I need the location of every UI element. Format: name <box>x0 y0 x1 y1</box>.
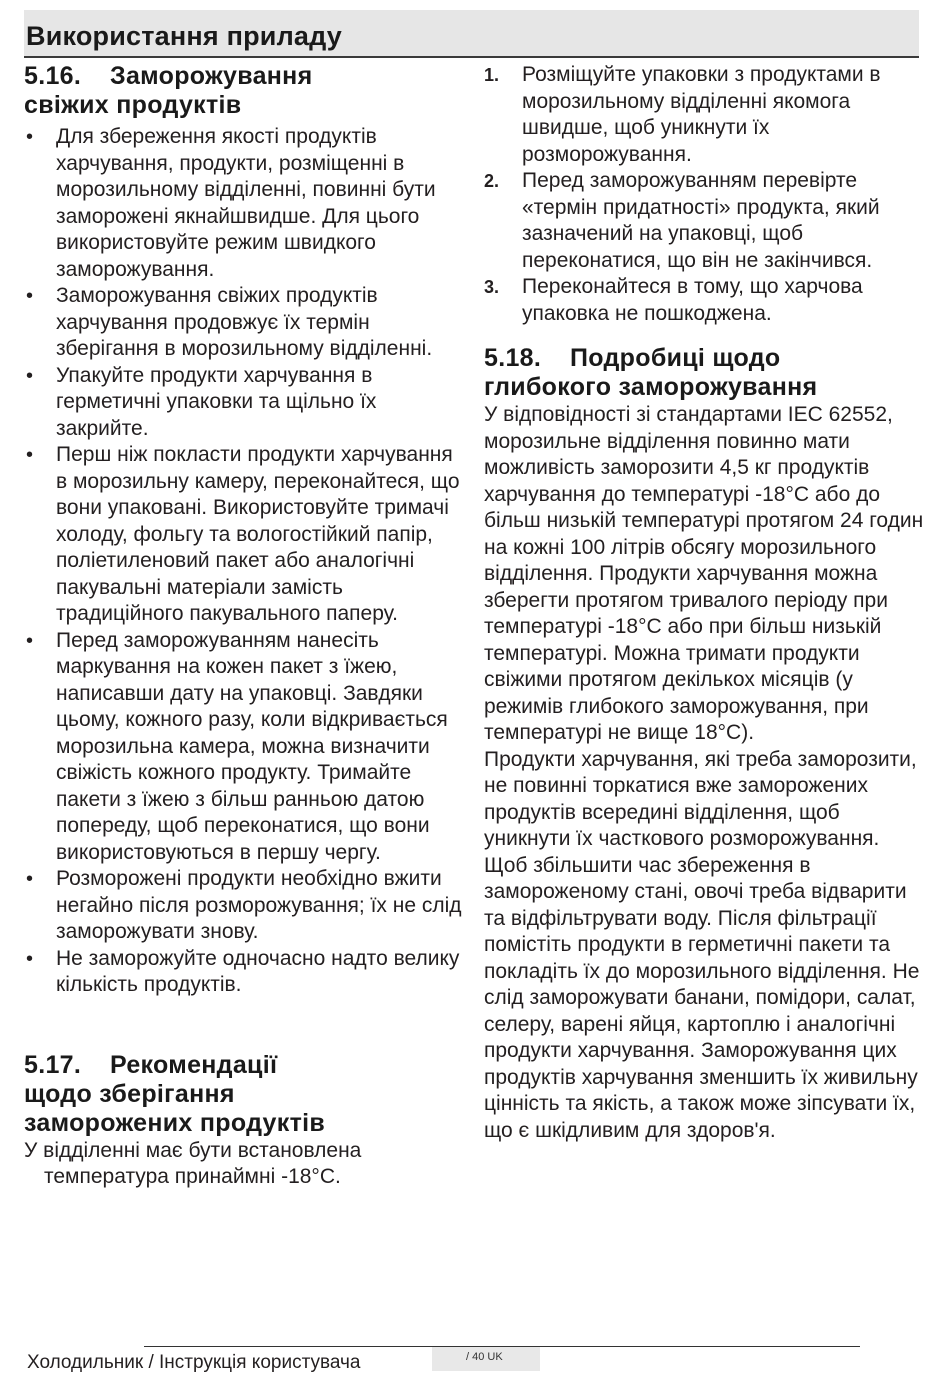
item-text: Переконайтеся в тому, що харчова упаковка не пошкоджена. <box>522 275 863 325</box>
bullet-item: • Перш ніж покласти продукти харчування в морозильну камеру, переконайтеся, що вони упаковані. Використовуйте тримачі холоду, фольгу та вологостійкий папір, поліетиленовий пакет або аналогічні пакувальні матеріали замість традиційного пакувального паперу. <box>24 442 464 628</box>
item-text: Перед заморожуванням перевірте «термін придатності» продукта, який зазначений на упаковці, щоб переконатися, що він не закінчився. <box>522 169 880 272</box>
bullet-item: • Для збереження якості продуктів харчування, продукти, розміщенні в морозильному відділенні, повинні бути заморожені якнайшвидше. Для цього використовуйте режим швидкого заморожування. <box>24 124 464 283</box>
section-number: 5.18. <box>484 344 542 372</box>
numbered-item <box>484 62 924 168</box>
page-header <box>24 10 919 58</box>
item-number: 2. <box>484 171 500 191</box>
section-title-line: Подробиці щодо <box>570 344 781 372</box>
page-number: / 40 UK <box>466 1351 503 1363</box>
section-5-17-text: У відділенні має бути встановлена температура принаймні -18°С. <box>24 1138 362 1188</box>
section-title-line: Рекомендації <box>110 1050 278 1079</box>
section-title-line: Заморожування <box>110 62 313 90</box>
bullet-item: • Перед заморожуванням нанесіть маркування на кожен пакет з їжею, написавши дату на упаковці. Завдяки цьому, кожного разу, коли відкривається морозильна камера, можна визначити свіжість кожного продукту. Тримайте пакети з їжею з більш ранньою датою попереду, щоб переконатися, що вони використовуються в першу чергу. <box>24 628 464 867</box>
page-header-title: Використання приладу <box>26 21 343 51</box>
section-number: 5.16. <box>24 62 82 90</box>
section-5-18-title <box>484 344 924 402</box>
numbered-list <box>484 62 924 327</box>
footer-text: Холодильник / Інструкція користувача <box>27 1352 361 1373</box>
section-5-17-title <box>24 1051 464 1138</box>
section-5-18-paragraph: Продукти харчування, які треба заморозити, не повинні торкатися вже заморожених продуктів всередині відділення, щоб уникнути їх часткового розморожування. <box>484 747 917 850</box>
section-title-line: щодо зберігання <box>24 1079 235 1108</box>
section-title-line: заморожених продуктів <box>24 1108 326 1137</box>
section-title-line: свіжих продуктів <box>24 91 242 119</box>
section-number: 5.17. <box>24 1050 82 1079</box>
bullet-item: • Не заморожуйте одночасно надто велику кількість продуктів. <box>24 946 464 999</box>
left-column <box>24 62 464 1191</box>
section-5-16-bullets <box>24 124 464 999</box>
bullet-item: • Упакуйте продукти харчування в герметичні упаковки та щільно їх закрийте. <box>24 363 464 443</box>
section-5-18-paragraph: Щоб збільшити час збереження в замороженому стані, овочі треба відварити та відфільтрувати воду. Після фільтрації помістіть продукти в герметичні пакети та покладіть їх до морозильного відділення. Не слід заморожувати банани, помідори, салат, селеру, варені яйця, картоплю і аналогічні продукти харчування. Заморожування цих продуктів харчування зменшить їх живильну цінність та якість, а також може зіпсувати їх, що є шкідливим для здоров'я. <box>484 853 920 1142</box>
numbered-item <box>484 168 924 274</box>
item-number: 1. <box>484 65 500 85</box>
section-5-18-paragraph: У відповідності зі стандартами IEC 62552, морозильне відділення повинно мати можливість заморозити 4,5 кг продуктів харчування до температурі -18°С або до більш низькій температурі протягом 24 годин на кожні 100 літрів обсягу морозильного відділення. Продукти харчування можна зберегти протягом тривалого періоду при температурі -18°С або при більш низькій температурі. Можна тримати продукти свіжими протягом декількох місяців (у режимів глибокого заморожування, при температурі не вище 18°С). <box>484 403 924 744</box>
item-text: Розміщуйте упаковки з продуктами в морозильному відділенні якомога швидше, щоб уникнути їх розморожування. <box>522 63 881 166</box>
page-number-box <box>432 1347 540 1371</box>
right-column <box>484 62 924 1144</box>
section-title-line: глибокого заморожування <box>484 373 818 401</box>
section-5-16-title <box>24 62 464 120</box>
item-number: 3. <box>484 277 500 297</box>
numbered-item <box>484 274 924 327</box>
bullet-item: • Заморожування свіжих продуктів харчування продовжує їх термін зберігання в морозильному відділенні. <box>24 283 464 363</box>
bullet-item: • Розморожені продукти необхідно вжити негайно після розморожування; їх не слід заморожувати знову. <box>24 866 464 946</box>
